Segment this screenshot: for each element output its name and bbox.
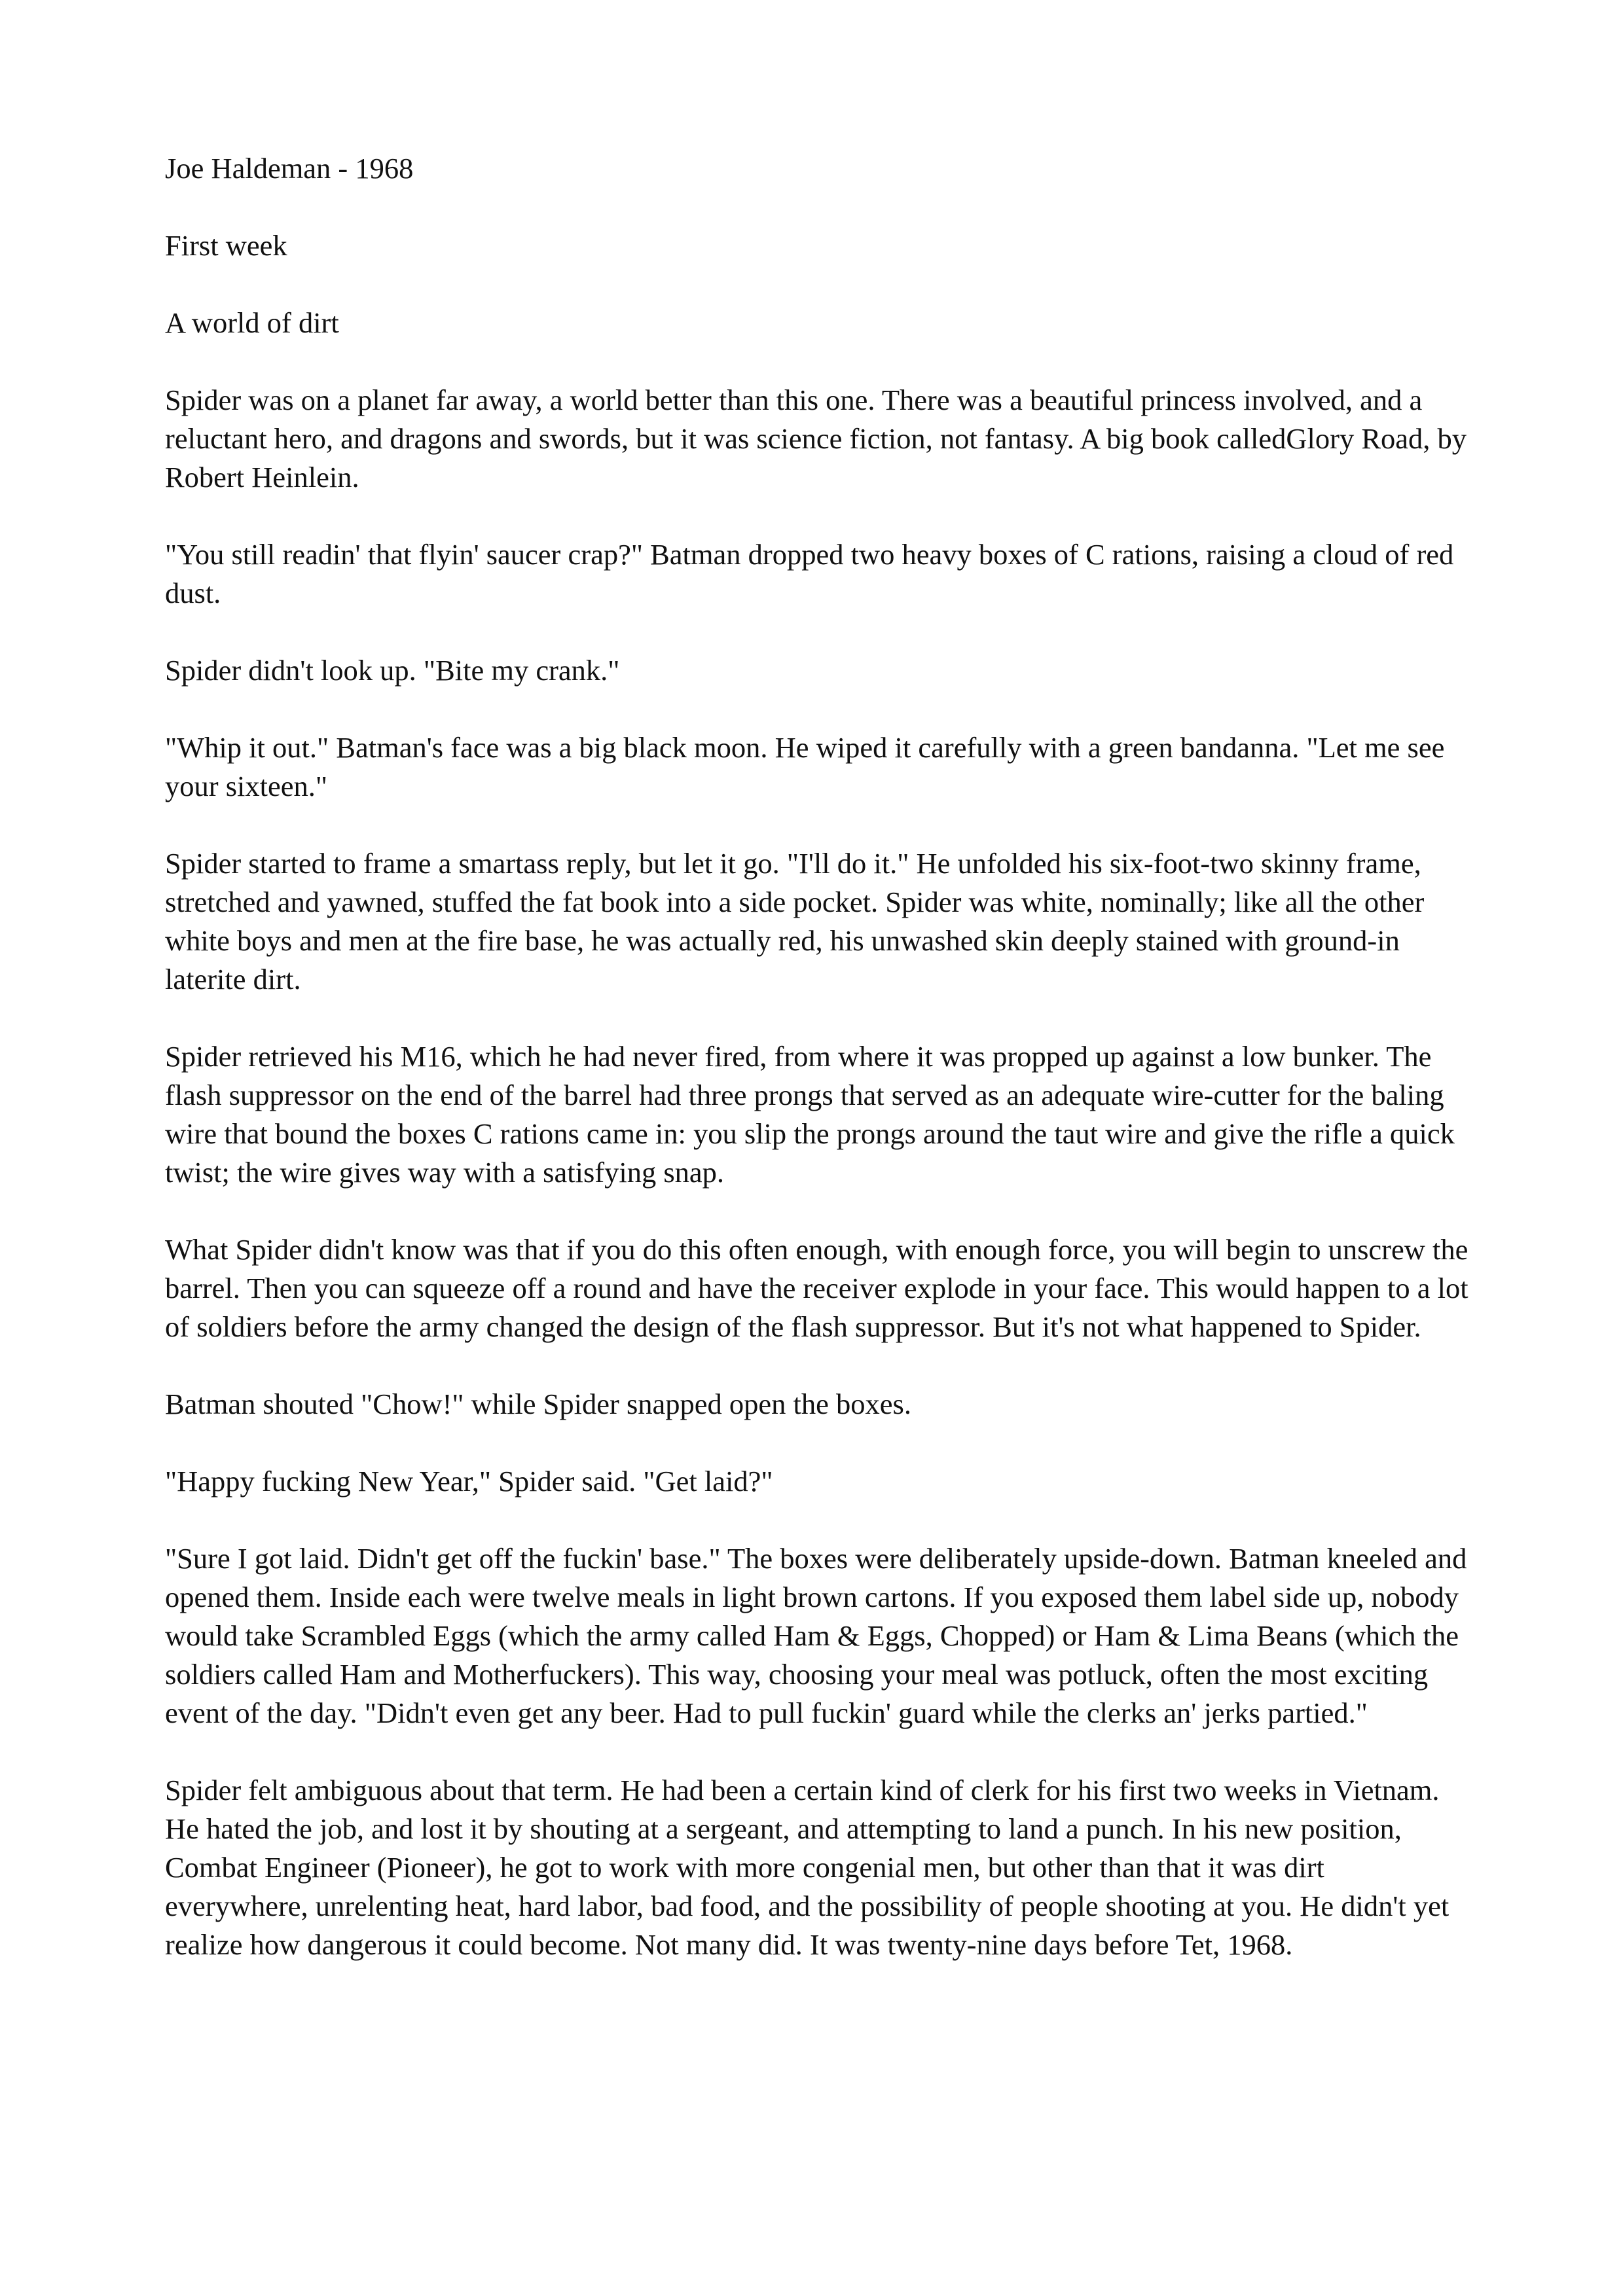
paragraph: Spider felt ambiguous about that term. He had been a certain kind of clerk for his first two weeks in Vietnam. He hated the job, and lost it by shouting at a sergeant, and attempting to land a punch. In his new position, Combat Engineer (Pioneer), he got to work with more congenial men, but other than that it was dirt everywhere, unrelenting heat, hard labor, bad food, and the possibility of people shooting at you. He didn't yet realize how dangerous it could become. Not many did. It was twenty-nine days before Tet, 1968. bbox=[165, 1774, 1450, 1961]
paragraph: "You still readin' that flyin' saucer crap?" Batman dropped two heavy boxes of C rations, raising a cloud of red dust. bbox=[165, 538, 1454, 609]
paragraph: Spider retrieved his M16, which he had never fired, from where it was propped up against a low bunker. The flash suppressor on the end of the barrel had three prongs that served as an adequate wire-cutter for the baling wire that bound the boxes C rations came in: you slip the prongs around the taut wire and give the rifle a quick twist; the wire gives way with a satisfying snap. bbox=[165, 1040, 1455, 1189]
paragraph: Spider didn't look up. "Bite my crank." bbox=[165, 654, 620, 687]
paragraph: "Whip it out." Batman's face was a big black moon. He wiped it carefully with a green bandanna. "Let me see your sixteen." bbox=[165, 731, 1445, 802]
paragraph: "Sure I got laid. Didn't get off the fuckin' base." The boxes were deliberately upside-down. Batman kneeled and opened them. Inside each were twelve meals in light brown cartons. If you exposed them label side up, nobody would take Scrambled Eggs (which the army called Ham & Eggs, Chopped) or Ham & Lima Beans (which the soldiers called Ham and Motherfuckers). This way, choosing your meal was potluck, often the most exciting event of the day. "Didn't even get any beer. Had to pull fuckin' guard while the clerks an' jerks partied." bbox=[165, 1542, 1467, 1729]
document-title: Joe Haldeman - 1968 bbox=[165, 152, 414, 185]
paragraph: Spider started to frame a smartass reply, but let it go. "I'll do it." He unfolded his six-foot-two skinny frame, stretched and yawned, stuffed the fat book into a side pocket. Spider was white, nominally; like all the other white boys and men at the fire base, he was actually red, his unwashed skin deeply stained with ground-in laterite dirt. bbox=[165, 847, 1425, 996]
paragraph: Batman shouted "Chow!" while Spider snapped open the boxes. bbox=[165, 1388, 911, 1420]
document-body bbox=[165, 149, 1474, 2003]
section-heading: A world of dirt bbox=[165, 306, 339, 339]
chapter-heading: First week bbox=[165, 229, 287, 262]
paragraph: "Happy fucking New Year," Spider said. "Get laid?" bbox=[165, 1465, 773, 1498]
paragraph: What Spider didn't know was that if you do this often enough, with enough force, you will begin to unscrew the barrel. Then you can squeeze off a round and have the receiver explode in your face. This would happen to a lot of soldiers before the army changed the design of the flash suppressor. But it's not what happened to Spider. bbox=[165, 1233, 1468, 1343]
paragraph: Spider was on a planet far away, a world better than this one. There was a beautiful princess involved, and a reluctant hero, and dragons and swords, but it was science fiction, not fantasy. A big book calledGlory Road, by Robert Heinlein. bbox=[165, 384, 1467, 493]
